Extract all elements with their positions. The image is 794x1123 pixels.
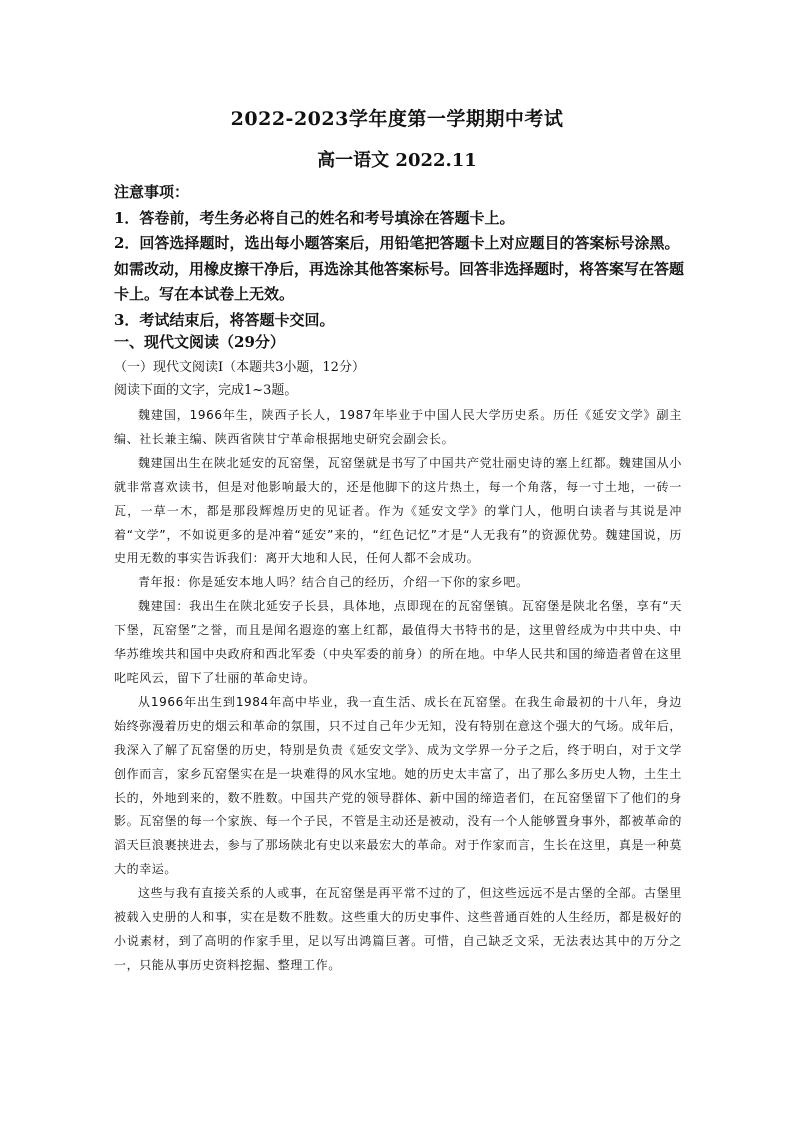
notice-heading: 注意事项： [114, 183, 190, 201]
reading-instruction: 阅读下面的文字，完成1~3题。 [114, 383, 298, 398]
section-title: 一、现代文阅读（29分） [114, 333, 285, 351]
passage-paragraph-3: 青年报：你是延安本地人吗？结合自己的经历，介绍一下你的家乡吧。 [138, 575, 529, 590]
notice-item-3: 3．考试结束后，将答题卡交回。 [114, 310, 335, 329]
exam-subtitle: 高一语文 2022.11 [317, 150, 477, 171]
passage-paragraph-6: 这些与我有直接关系的人或事，在瓦窑堡是再平常不过的了，但这些远远不是古堡的全部。古堡里被载入史册的人和事，实在是数不胜数。这些重大的历史事件、这些普通百姓的人生经历，都是极好的小说素材，到了高明的作家手里，足以写出鸿篇巨著。可惜，自己缺乏文采，无法表达其中的万分之一，只能从事历史资料挖掘、整理工作。 [114, 886, 682, 972]
notice-item-1: 1．答卷前，考生务必将自己的姓名和考号填涂在答题卡上。 [114, 208, 515, 227]
notice-block [114, 180, 694, 333]
exam-title: 2022-2023学年度第一学期期中考试 [230, 108, 564, 130]
reading-passage [114, 404, 682, 978]
passage-paragraph-5: 从1966年出生到1984年高中毕业，我一直生活、成长在瓦窑堡。在我生命最初的十八年，身边始终弥漫着历史的烟云和革命的氛围，只不过自己年少无知，没有特别在意这个强大的气场。成年后，我深入了解了瓦窑堡的历史，特别是负责《延安文学》、成为文学界一分子之后，终于明白，对于文学创作而言，家乡瓦窑堡实在是一块难得的风水宝地。她的历史太丰富了，出了那么多历史人物，土生土长的，外地到来的，数不胜数。中国共产党的领导群体、新中国的缔造者们，在瓦窑堡留下了他们的身影。瓦窑堡的每一个家族、每一个子民，不管是主动还是被动，没有一个人能够置身事外，都被革命的滔天巨浪裹挟进去，参与了那场陕北有史以来最宏大的革命。对于作家而言，生长在这里，真是一种莫大的幸运。 [114, 694, 682, 877]
notice-item-2: 2．回答选择题时，选出每小题答案后，用铅笔把答题卡上对应题目的答案标号涂黑。如需改动，用橡皮擦干净后，再选涂其他答案标号。回答非选择题时，将答案写在答题卡上。写在本试卷上无效。 [114, 234, 685, 303]
passage-paragraph-2: 魏建国出生在陕北延安的瓦窑堡，瓦窑堡就是书写了中国共产党壮丽史诗的塞上红都。魏建国从小就非常喜欢读书，但是对他影响最大的，还是他脚下的这片热土，每一个角落，每一寸土地，一砖一瓦，一草一木，都是那段辉煌历史的见证者。作为《延安文学》的掌门人，他明白读者与其说是冲着“文学”，不如说更多的是冲着“延安”来的，“红色记忆”才是“人无我有”的资源优势。魏建国说，历史用无数的事实告诉我们：离开大地和人民，任何人都不会成功。 [114, 455, 682, 566]
subsection-title: （一）现代文阅读Ⅰ（本题共3小题，12分） [114, 360, 365, 375]
passage-paragraph-1: 魏建国，1966年生，陕西子长人，1987年毕业于中国人民大学历史系。历任《延安文学》副主编、社长兼主编、陕西省陕甘宁革命根据地史研究会副会长。 [114, 408, 682, 446]
passage-paragraph-4: 魏建国：我出生在陕北延安子长县，具体地，点即现在的瓦窑堡镇。瓦窑堡是陕北名堡，享有“天下堡，瓦窑堡”之誉，而且是闻名遐迩的塞上红都，最值得大书特书的是，这里曾经成为中共中央、中华苏维埃共和国中央政府和西北军委（中央军委的前身）的所在地。中华人民共和国的缔造者曾在这里叱咤风云，留下了壮丽的革命史诗。 [114, 599, 682, 685]
